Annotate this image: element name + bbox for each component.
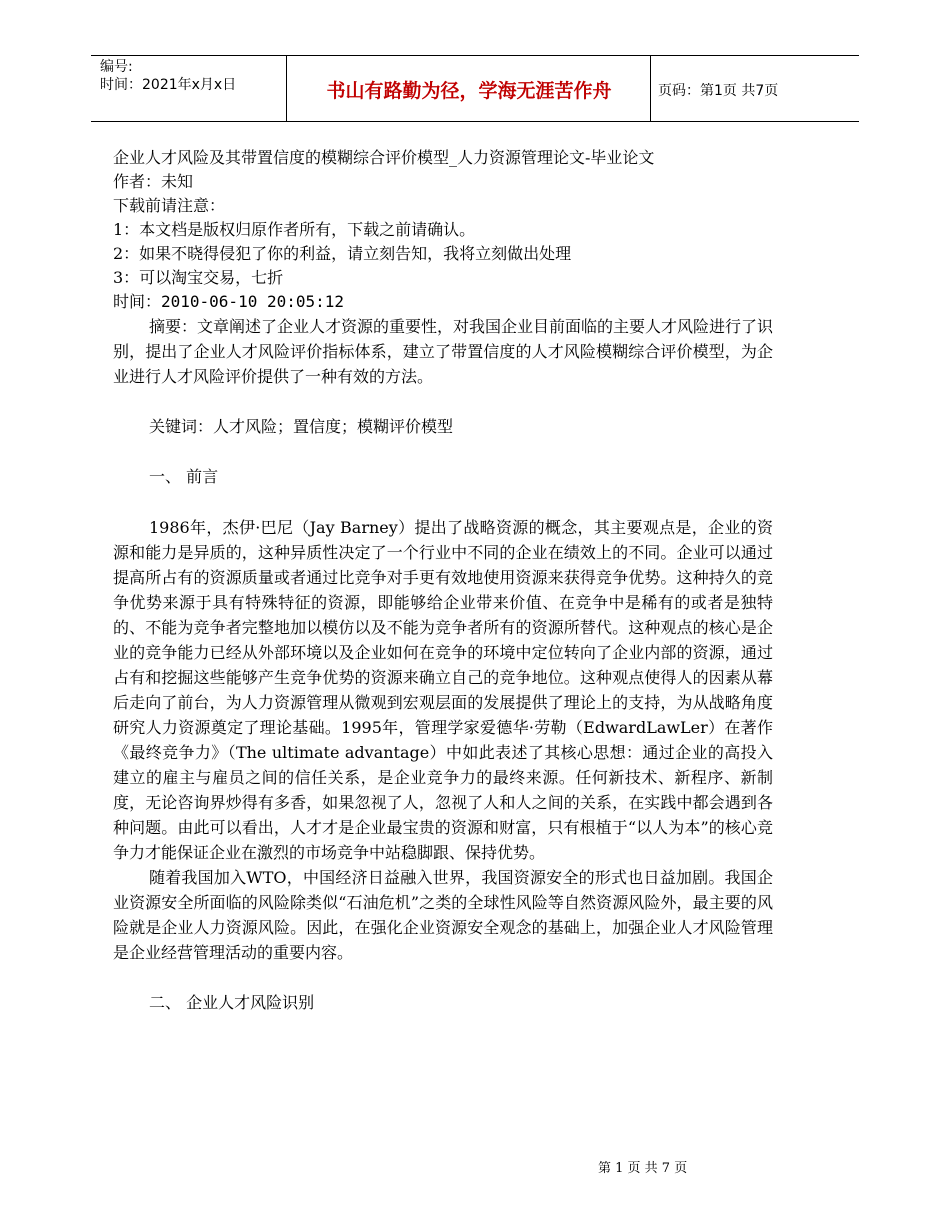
section-heading: 一、 前言 bbox=[149, 467, 219, 486]
document-author: 作者：未知 bbox=[113, 172, 194, 191]
document-time: 时间：2010-06-10 20:05:12 bbox=[113, 292, 345, 311]
header-meta bbox=[100, 58, 236, 94]
abstract-paragraph: 摘要：文章阐述了企业人才资源的重要性，对我国企业目前面临的主要人才风险进行了识别，提出了企业人才风险评价指标体系，建立了带置信度的人才风险模糊综合评价模型，为企业进行人才风险评价提供了一种有效的方法。 bbox=[113, 317, 774, 386]
download-notice: 下载前请注意： bbox=[113, 196, 226, 215]
header-page-info: 页码：第1页 共7页 bbox=[658, 83, 779, 99]
header-motto: 书山有路勤为径，学海无涯苦作舟 bbox=[326, 80, 612, 102]
body-paragraph: 随着我国加入WTO，中国经济日益融入世界，我国资源安全的形式也日益加剧。我国企业资源安全所面临的风险除类似“石油危机”之类的全球性风险等自然资源风险外，最主要的风险就是企业人力资源风险。因此，在强化企业资源安全观念的基础上，加强企业人才风险管理是企业经营管理活动的重要内容。 bbox=[113, 868, 773, 962]
header-bottom-rule bbox=[91, 121, 859, 122]
body-paragraph: 1986年，杰伊·巴尼（Jay Barney）提出了战略资源的概念，其主要观点是，企业的资源和能力是异质的，这种异质性决定了一个行业中不同的企业在绩效上的不同。企业可以通过提高所占有的资源质量或者通过比竞争对手更有效地使用资源来获得竞争优势。这种持久的竞争优势来源于具有特殊特征的资源，即能够给企业带来价值、在竞争中是稀有的或者是独特的、不能为竞争者完整地加以模仿以及不能为竞争者所有的资源所替代。这种观点的核心是企业的竞争能力已经从外部环境以及企业如何在竞争的环境中定位转向了企业内部的资源，通过占有和挖掘这些能够产生竞争优势的资源来确立自己的竞争地位。这种观点使得人的因素从幕后走向了前台，为人力资源管理从微观到宏观层面的发展提供了理论上的支持，为从战略角度研究人力资源奠定了理论基础。1995年，管理学家爱德华·劳勒（EdwardLawLer）在著作《最终竞争力》（The ultimate advantage）中如此表述了其核心思想：通过企业的高投入建立的雇主与雇员之间的信任关系，是企业竞争力的最终来源。任何新技术、新程序、新制度，无论咨询界炒得有多香，如果忽视了人，忽视了人和人之间的关系，在实践中都会遇到各种问题。由此可以看出，人才才是企业最宝贵的资源和财富，只有根植于“以人为本”的核心竞争力才能保证企业在激烈的市场竞争中站稳脚跟、保持优势。 bbox=[113, 518, 773, 862]
document-title: 企业人才风险及其带置信度的模糊综合评价模型_人力资源管理论文-毕业论文 bbox=[113, 148, 655, 167]
document-body bbox=[113, 146, 773, 1015]
header-divider-left bbox=[286, 55, 287, 122]
header-number-label: 编号: bbox=[100, 59, 133, 75]
header-top-rule bbox=[91, 55, 859, 56]
note-item: 3：可以淘宝交易，七折 bbox=[113, 268, 284, 287]
note-item: 1：本文档是版权归原作者所有，下载之前请确认。 bbox=[113, 220, 476, 239]
keywords: 关键词：人才风险；置信度；模糊评价模型 bbox=[149, 417, 454, 436]
header-divider-right bbox=[650, 55, 651, 122]
page-footer: 第 1 页 共 7 页 bbox=[598, 1161, 688, 1176]
section-heading: 二、 企业人才风险识别 bbox=[149, 993, 315, 1012]
header-time-label: 时间：2021年x月x日 bbox=[100, 77, 237, 93]
note-item: 2：如果不晓得侵犯了你的利益，请立刻告知，我将立刻做出处理 bbox=[113, 244, 572, 263]
